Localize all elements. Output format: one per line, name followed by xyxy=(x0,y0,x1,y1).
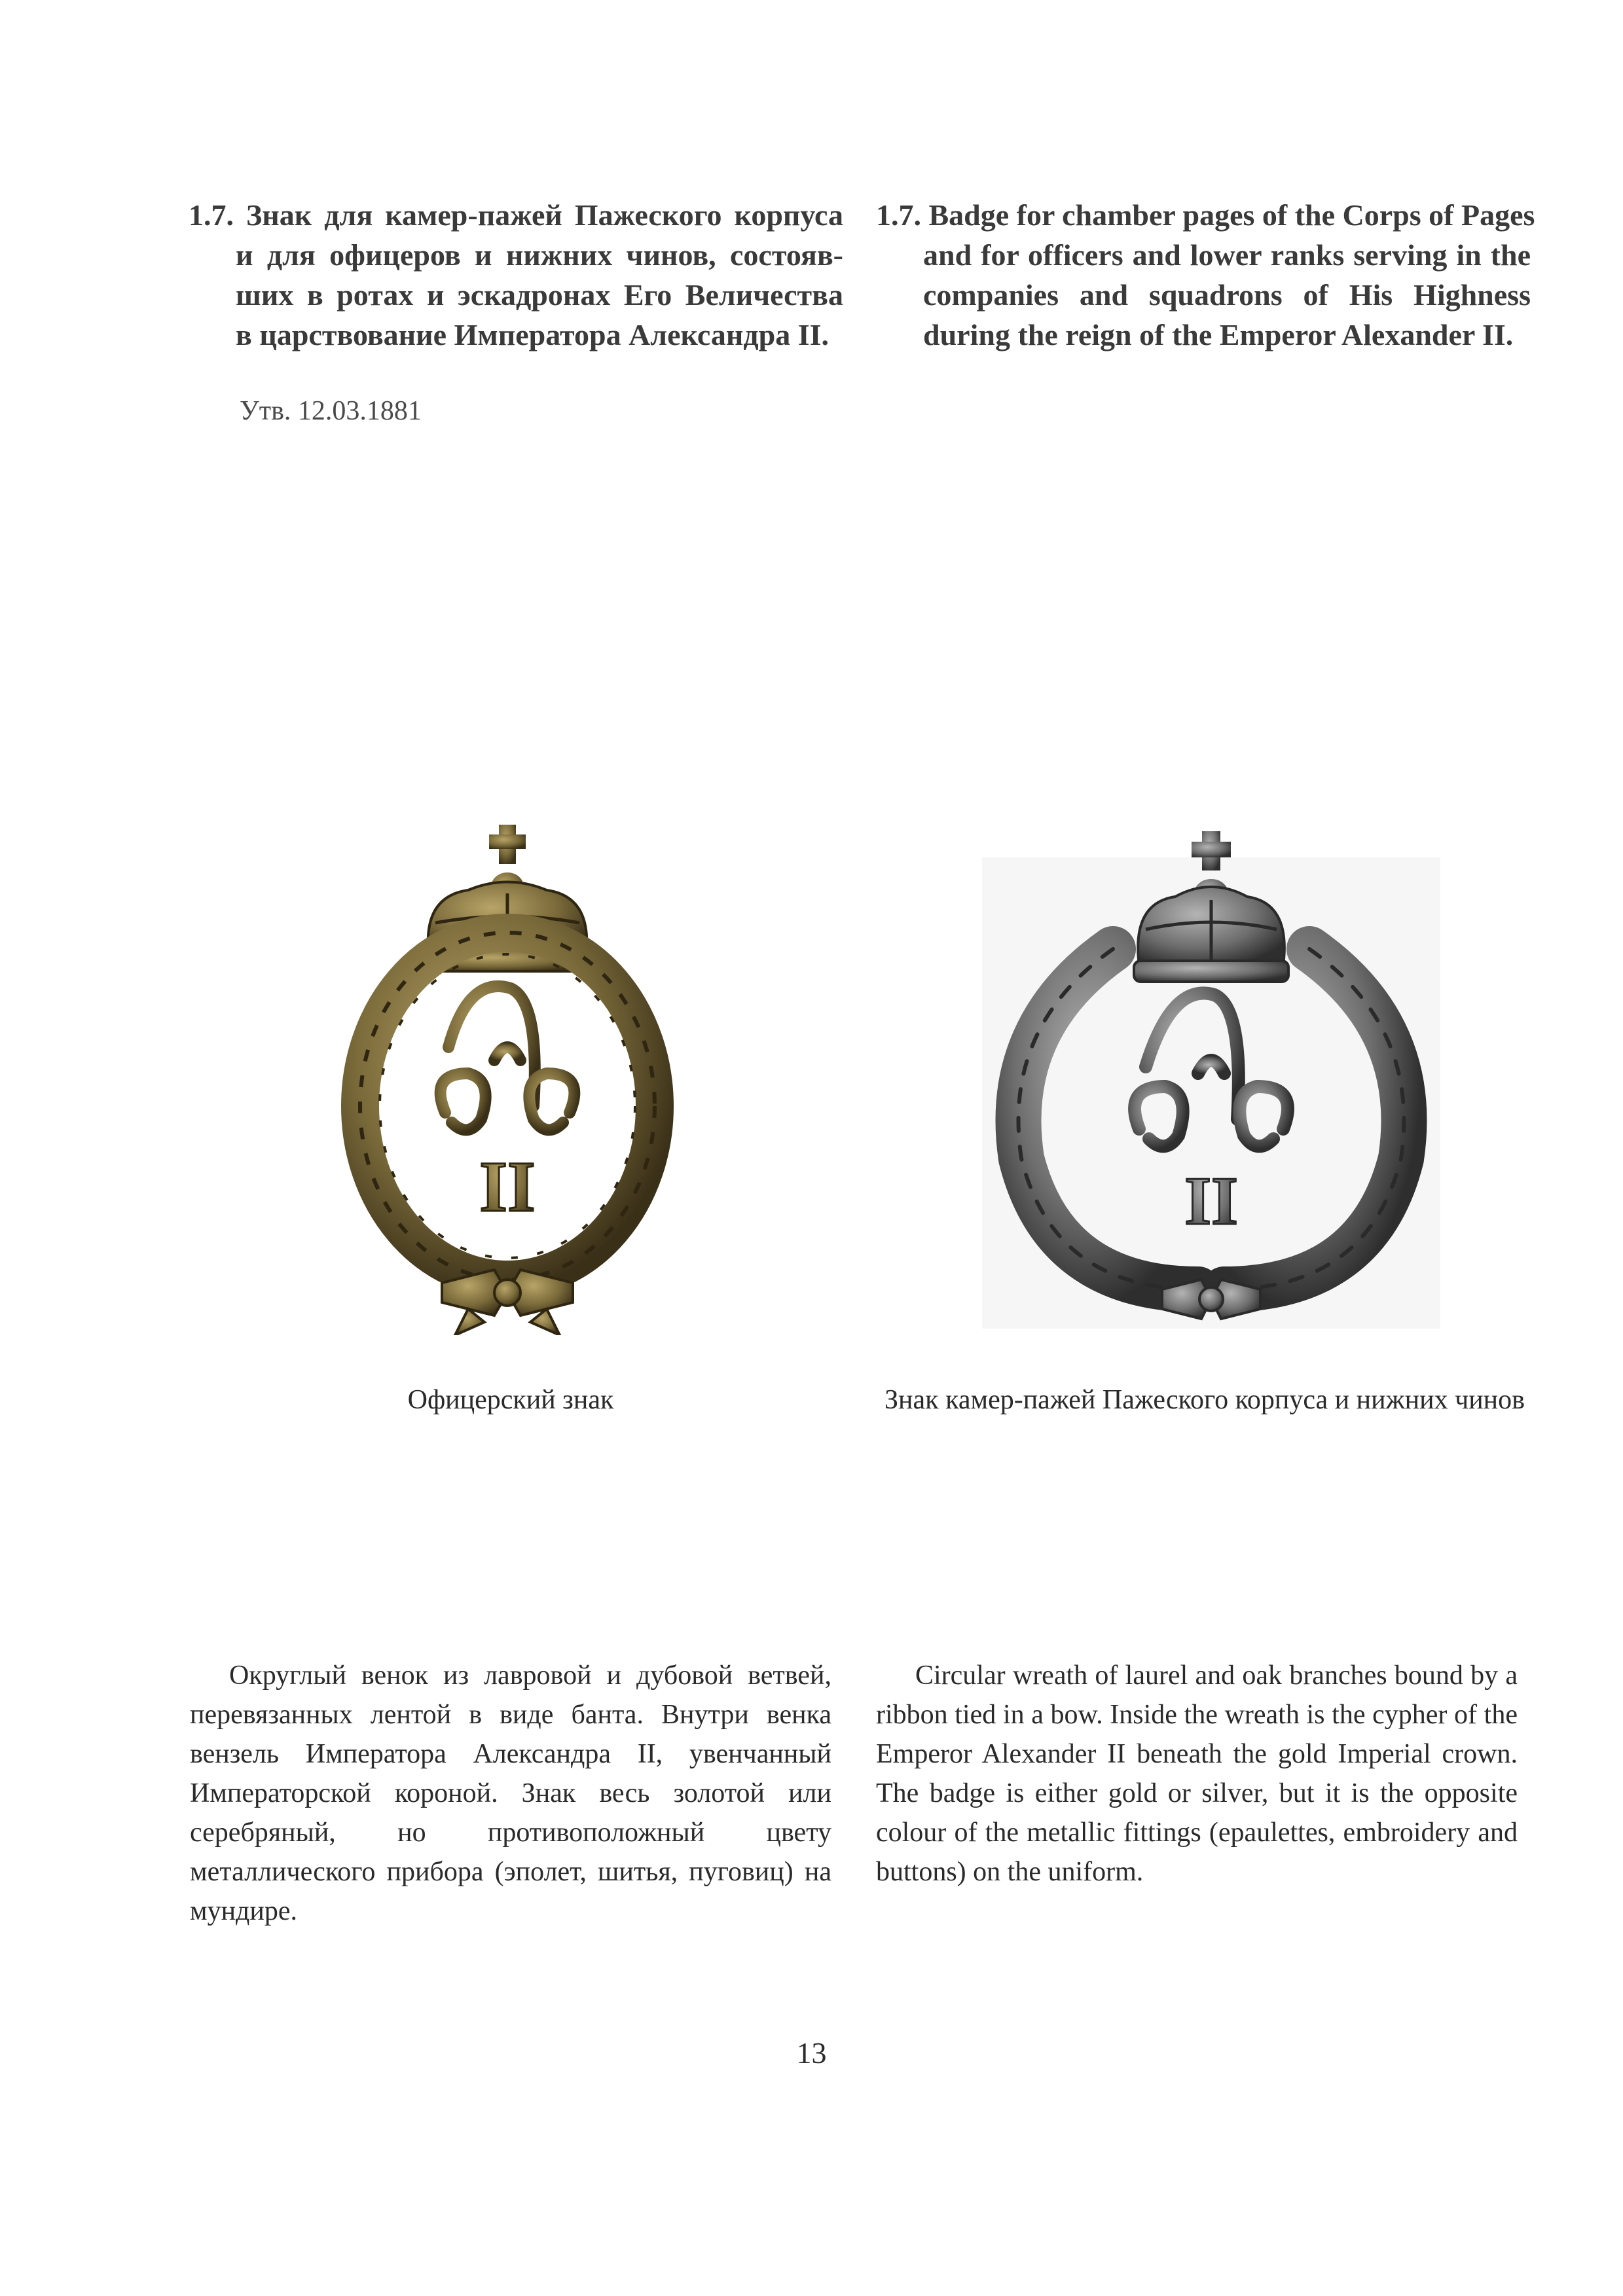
heading-russian xyxy=(189,195,843,355)
cypher-numeral: II xyxy=(479,1147,536,1227)
page-badge-image xyxy=(982,831,1440,1335)
page-badge-illustration xyxy=(982,831,1440,1335)
heading-en-line: companies and squadrons of His Highness xyxy=(923,278,1531,312)
officer-badge-image xyxy=(337,825,678,1335)
heading-english xyxy=(876,195,1535,355)
crown-cross xyxy=(489,825,526,864)
cypher-numeral: II xyxy=(1184,1162,1238,1239)
description-russian: Округлый венок из лавровой и дубовой ветвей, перевязанных лентой в виде банта. Внутри венка вензель Императора Александра II, увенчанный Императорской короной. Знак весь золотой или серебряный, но противоположный цвету металлического прибора (эполет, шитья, пуговиц) на мундире. xyxy=(190,1660,831,1926)
heading-ru-line: ших в ротах и эскадронах Его Величества xyxy=(236,278,843,312)
description-english: Circular wreath of laurel and oak branches bound by a ribbon tied in a bow. Inside the wreath is the cypher of the Emperor Alexander II beneath the gold Imperial crown. The badge is either gold or silver, but it is the opposite colour of the metallic fittings (epaulettes, embroidery and buttons) on the uniform. xyxy=(876,1660,1518,1887)
caption-officer-badge: Офицерский знак xyxy=(407,1385,614,1415)
heading-ru-line: в царствование Императора Александра II. xyxy=(236,318,830,351)
heading-ru-line: и для офицеров и нижних чинов, состояв- xyxy=(236,238,843,272)
officer-badge-illustration xyxy=(337,825,678,1335)
heading-ru-line: 1.7. Знак для камер-пажей Пажеского корпуса xyxy=(189,198,843,232)
heading-en-line: and for officers and lower ranks serving in the xyxy=(923,238,1531,272)
caption-page-badge: Знак камер-пажей Пажеского корпуса и нижних чинов xyxy=(884,1385,1525,1415)
heading-en-line: during the reign of the Emperor Alexander II. xyxy=(923,318,1514,351)
page-number: 13 xyxy=(796,2036,827,2070)
heading-en-line: 1.7. Badge for chamber pages of the Corps of Pages xyxy=(876,198,1535,232)
ribbon-bow xyxy=(442,1270,573,1335)
approval-date: Утв. 12.03.1881 xyxy=(240,396,422,426)
